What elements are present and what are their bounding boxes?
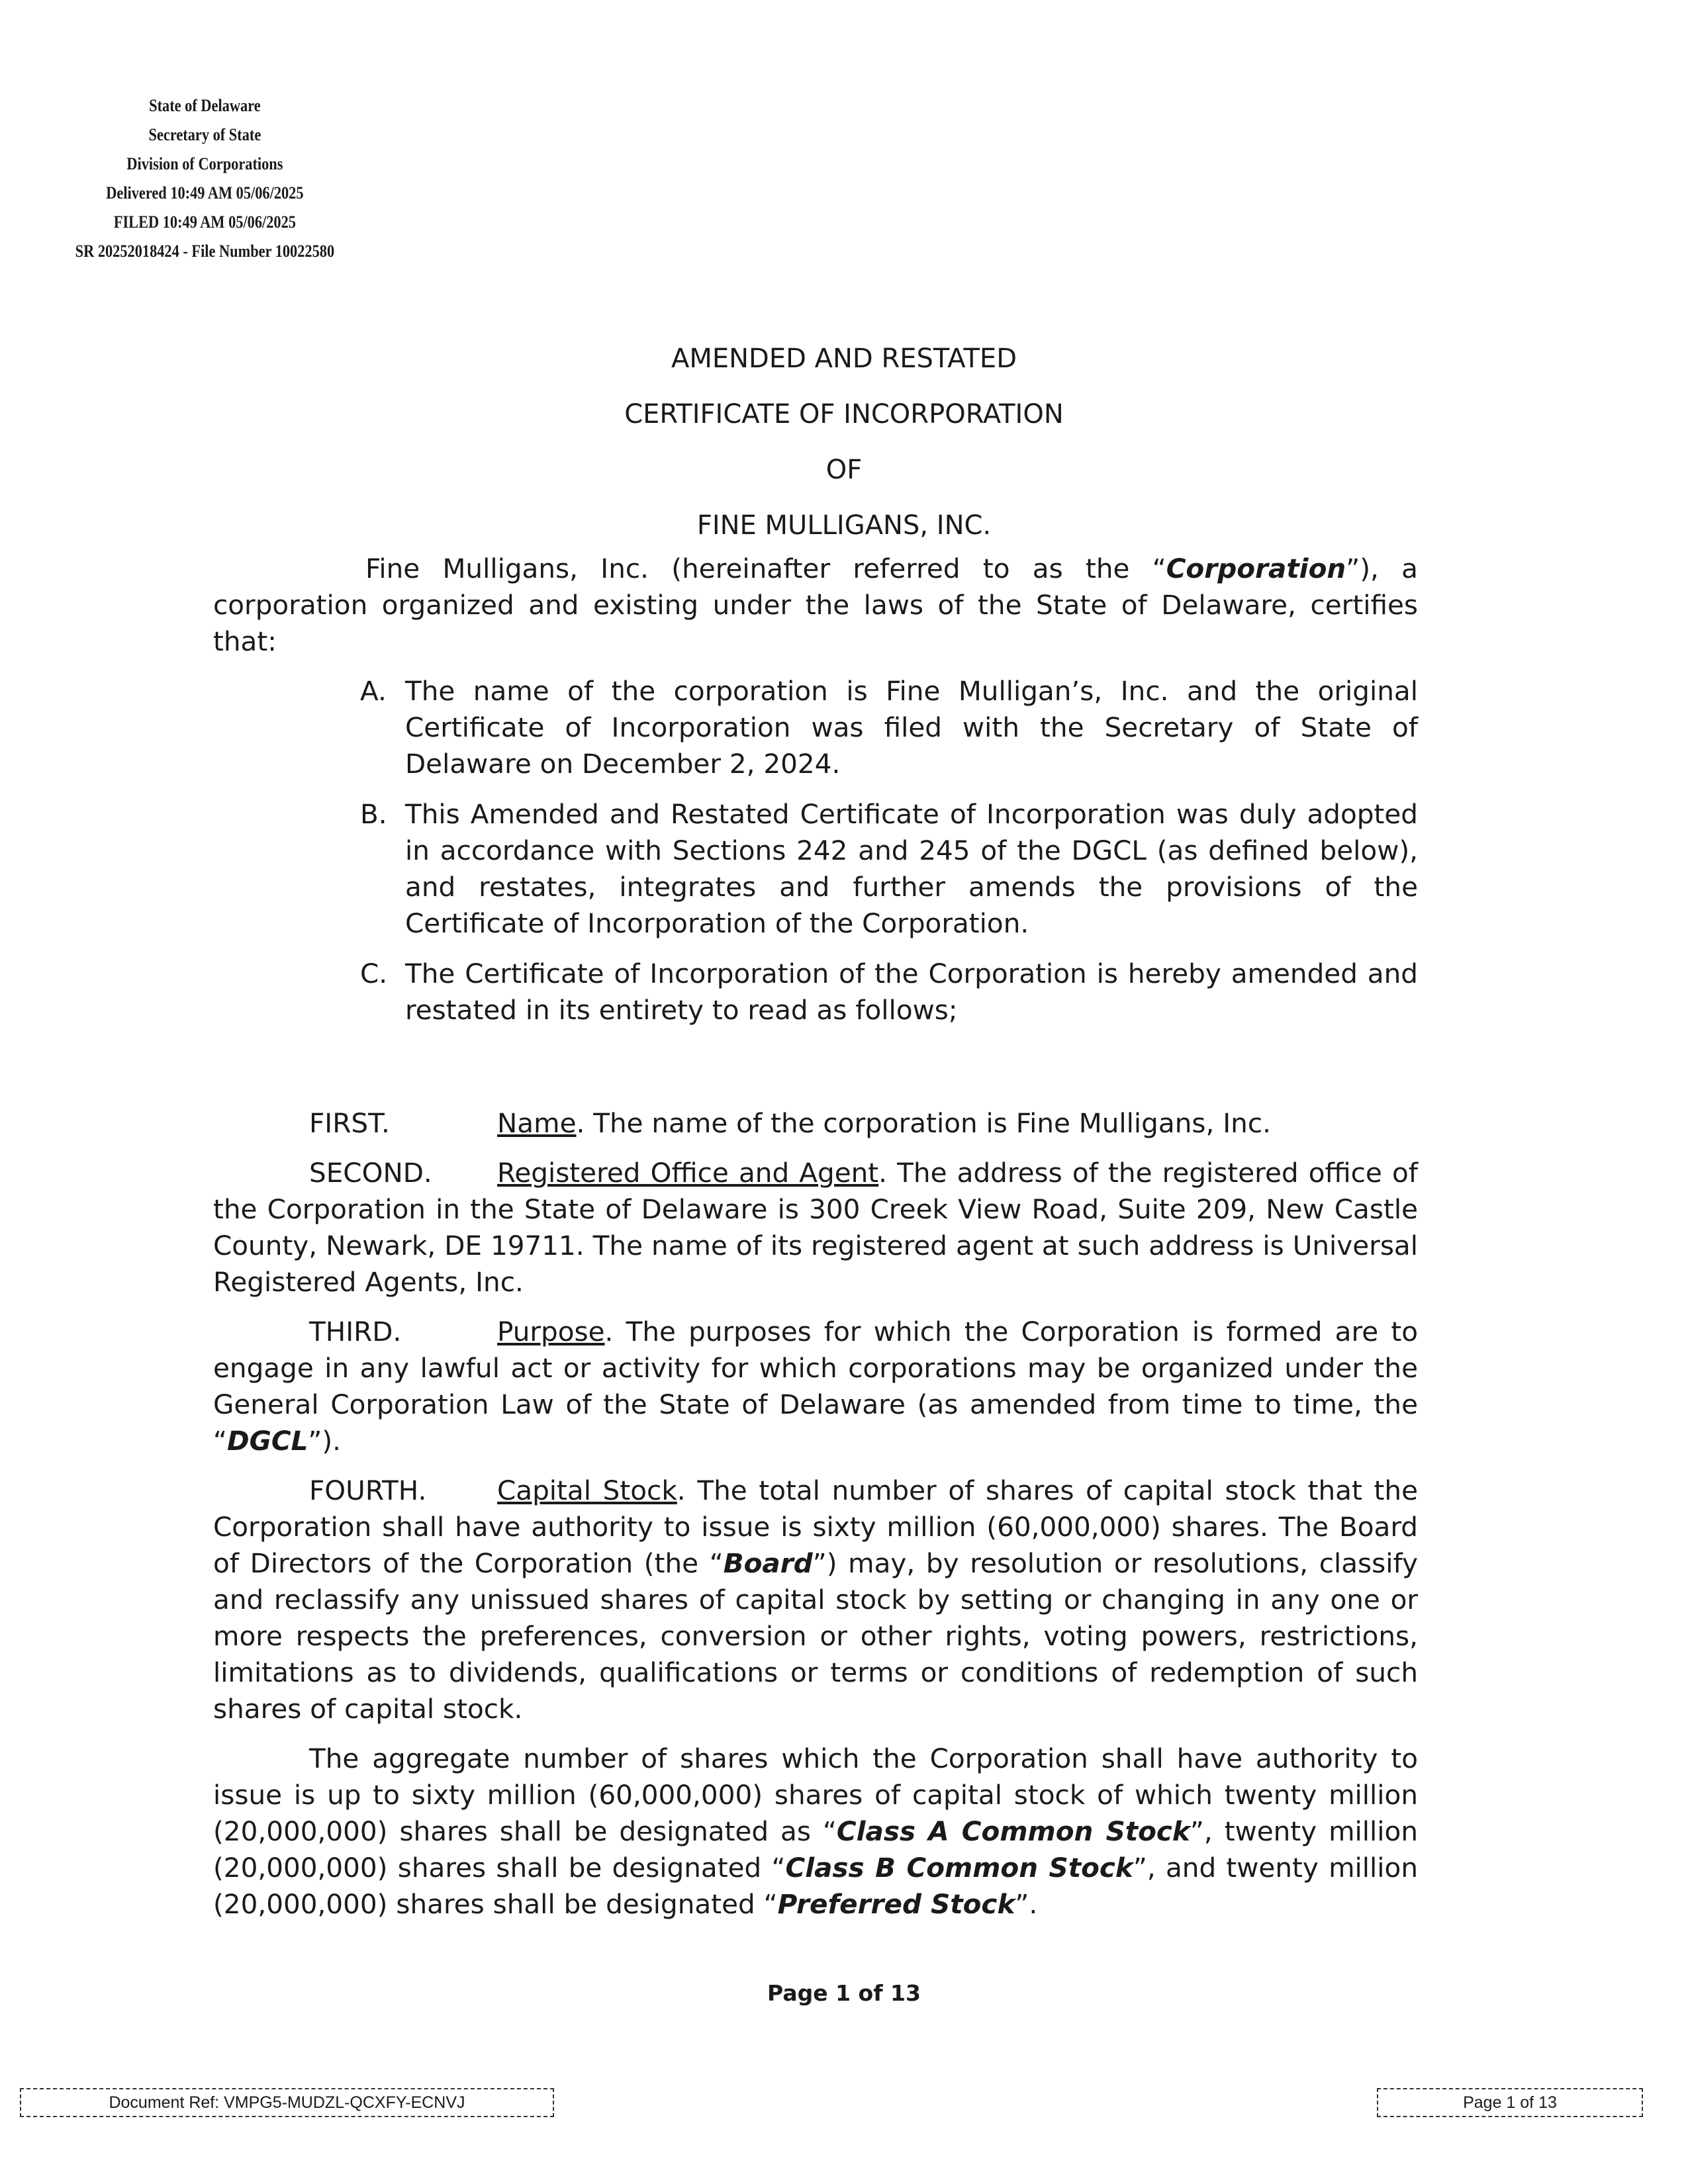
article-text: . The address of the registered office of the Corporation in the State of Delaware is 300 Creek View Road, Suite 209, New Castle County, Newark, DE 19711. The name of its registered agent at such address is Universal Registered Agents, Inc. — [213, 1157, 1418, 1298]
recital-text: This Amended and Restated Certificate of Incorporation was duly adopted in accordance with Sections 242 and 245 of the DGCL (as defined below), and restates, integrates and further amends the provisions of the Certificate of Incorporation of the Corporation. — [405, 798, 1418, 939]
article-third — [213, 1314, 1418, 1459]
title-line: OF — [825, 455, 863, 485]
defined-term: Preferred Stock — [777, 1888, 1015, 1920]
article-heading: Capital Stock — [497, 1475, 677, 1506]
article-heading: Purpose — [497, 1316, 605, 1347]
paragraph-text: ”. — [1015, 1888, 1038, 1920]
recital-text: The Certificate of Incorporation of the Corporation is hereby amended and restated in its entirety to read as follows; — [405, 958, 1418, 1026]
article-number: FOURTH. — [309, 1475, 427, 1506]
paragraph-text: ”, and twenty million (20,000,000) shares shall be designated “ — [213, 1852, 1419, 1920]
paragraph-text: The aggregate number of shares which the Corporation shall have authority to issue is up to sixty million (60,000,000) shares of capital stock of which twenty million (20,000,000) shares shall be designated as “ — [213, 1743, 1418, 1847]
defined-term: Class B Common Stock — [785, 1852, 1133, 1884]
footer-page-box: Page 1 of 13 — [1377, 2088, 1643, 2117]
article-heading: Name — [497, 1107, 577, 1139]
defined-term: Corporation — [1166, 553, 1346, 584]
recital-label: A. — [360, 675, 387, 707]
stamp-line: SR 20252018424 - File Number 10022580 — [75, 242, 335, 261]
recital-label: B. — [360, 798, 387, 830]
recital-item — [360, 956, 1418, 1028]
recital-label: C. — [360, 958, 388, 989]
intro-text: ”), a corporation organized and existing under the laws of the State of Delaware, certifies that: — [213, 553, 1418, 657]
intro-paragraph — [213, 551, 1418, 660]
article-text: ”). — [308, 1425, 342, 1457]
aggregate-paragraph — [213, 1741, 1418, 1923]
filing-stamp — [40, 91, 370, 266]
defined-term: DGCL — [226, 1425, 308, 1457]
article-text: . The purposes for which the Corporation is formed are to engage in any lawful act or activity for which corporations may be organized under the General Corporation Law of the State of Delaware (as amended from time to time, the “ — [213, 1316, 1418, 1457]
recital-item — [360, 796, 1418, 942]
stamp-line: Secretary of State — [148, 125, 261, 144]
stamp-line: Delivered 10:49 AM 05/06/2025 — [106, 183, 304, 203]
article-number: SECOND. — [309, 1157, 432, 1189]
stamp-line: FILED 10:49 AM 05/06/2025 — [113, 212, 296, 232]
article-text: . The name of the corporation is Fine Mulligans, Inc. — [576, 1107, 1271, 1139]
intro-text: Fine Mulligans, Inc. (hereinafter referred to as the “ — [365, 553, 1166, 584]
stamp-line: Division of Corporations — [126, 154, 283, 173]
article-number: FIRST. — [309, 1107, 390, 1139]
title-line: FINE MULLIGANS, INC. — [696, 510, 992, 541]
page-number: Page 1 of 13 — [767, 1980, 921, 2006]
document-title — [0, 331, 1688, 553]
title-line: AMENDED AND RESTATED — [671, 343, 1017, 374]
article-fourth — [213, 1473, 1418, 1727]
stamp-line: State of Delaware — [149, 96, 261, 115]
paragraph-text: ”, twenty million (20,000,000) shares shall be designated “ — [213, 1815, 1418, 1884]
recital-text: The name of the corporation is Fine Mulligan’s, Inc. and the original Certificate of Incorporation was filed with the Secretary of State of Delaware on December 2, 2024. — [405, 675, 1418, 780]
article-first — [213, 1105, 1418, 1142]
article-text: . The total number of shares of capital stock that the Corporation shall have authority to issue is sixty million (60,000,000) shares. The Board of Directors of the Corporation (the “ — [213, 1475, 1419, 1579]
title-line: CERTIFICATE OF INCORPORATION — [624, 399, 1064, 430]
article-number: THIRD. — [309, 1316, 402, 1347]
defined-term: Board — [723, 1547, 813, 1579]
article-second — [213, 1155, 1418, 1300]
article-text: ”) may, by resolution or resolutions, classify and reclassify any unissued shares of capital stock by setting or changing in any one or more respects the preferences, conversion or other rights, voting powers, restrictions, limitations as to dividends, qualifications or terms or conditions of redemption of such shares of capital stock. — [213, 1547, 1418, 1725]
article-heading: Registered Office and Agent — [497, 1157, 879, 1189]
recitals-list — [360, 673, 1418, 1028]
recital-item — [360, 673, 1418, 782]
defined-term: Class A Common Stock — [836, 1815, 1190, 1847]
document-body — [213, 551, 1418, 1923]
document-ref-box: Document Ref: VMPG5-MUDZL-QCXFY-ECNVJ — [20, 2088, 554, 2117]
